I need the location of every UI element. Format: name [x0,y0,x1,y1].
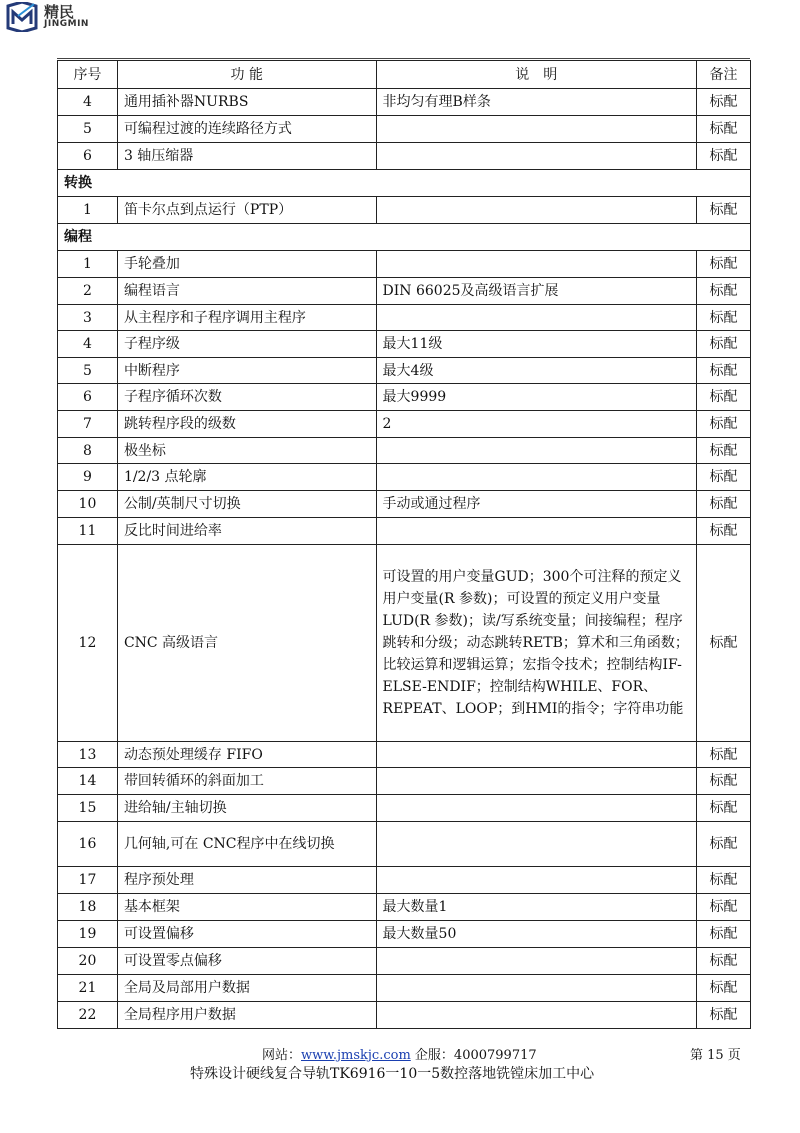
row-note: 标配 [697,438,751,464]
table-row [58,331,751,358]
table-row [58,464,751,491]
row-number: 5 [58,358,118,384]
row-description [376,438,697,464]
row-note: 标配 [697,305,751,331]
row-function: 中断程序 [117,358,376,384]
row-function: 可设置零点偏移 [117,948,376,975]
row-description: 可设置的用户变量GUD；300个可注释的预定义用户变量(R 参数)；可设置的预定义用户变量 LUD(R 参数)；读/写系统变量；间接编程；程序跳转和分级；动态跳转RETB；算术和三角函数；比较运算和逻辑运算；宏指令技术；控制结构IF-ELSE-ENDIF；控制结构WHILE、FOR、REPEAT、LOOP；到HMI的指令；字符串功能 [376,545,697,742]
table-row [58,197,751,224]
row-description: 非均匀有理B样条 [376,89,697,116]
section-row [58,170,751,197]
row-description [376,768,697,795]
row-number: 2 [58,278,118,305]
row-description [376,305,697,331]
row-function: CNC 高级语言 [117,545,376,742]
table-row [58,768,751,795]
row-function: 子程序循环次数 [117,384,376,411]
table-row [58,822,751,867]
row-number: 5 [58,116,118,143]
row-description [376,251,697,278]
row-function: 动态预处理缓存 FIFO [117,742,376,768]
row-note: 标配 [697,278,751,305]
row-function: 程序预处理 [117,867,376,894]
row-number: 15 [58,795,118,822]
table-row [58,251,751,278]
table-row [58,867,751,894]
service-phone: 企服：4000799717 [414,1048,537,1063]
row-note: 标配 [697,518,751,545]
row-function: 笛卡尔点到点运行（PTP） [117,197,376,224]
row-note: 标配 [697,742,751,768]
row-description: 最大4级 [376,358,697,384]
table-row [58,921,751,948]
row-function: 可设置偏移 [117,921,376,948]
header-note: 备注 [697,61,751,89]
row-description: 最大数量50 [376,921,697,948]
row-function: 跳转程序段的级数 [117,411,376,438]
table-row [58,491,751,518]
row-function: 公制/英制尺寸切换 [117,491,376,518]
table-row [58,89,751,116]
row-function: 反比时间进给率 [117,518,376,545]
table-row [58,545,751,742]
row-note: 标配 [697,197,751,224]
row-note: 标配 [697,331,751,358]
row-number: 6 [58,143,118,170]
row-number: 12 [58,545,118,742]
table-row [58,438,751,464]
table-row [58,384,751,411]
row-note: 标配 [697,491,751,518]
row-function: 可编程过渡的连续路径方式 [117,116,376,143]
row-note: 标配 [697,89,751,116]
logo-en-text: JINGMIN [44,19,89,29]
table-header-row [58,61,751,89]
row-description: 手动或通过程序 [376,491,697,518]
header-no: 序号 [58,61,118,89]
row-function: 编程语言 [117,278,376,305]
section-title: 转换 [58,170,751,197]
logo-cn-text: 精民 [44,3,75,21]
row-note: 标配 [697,251,751,278]
row-number: 9 [58,464,118,491]
row-description [376,143,697,170]
row-description: DIN 66025及高级语言扩展 [376,278,697,305]
table-row [58,795,751,822]
row-number: 20 [58,948,118,975]
table-row [58,411,751,438]
row-function: 极坐标 [117,438,376,464]
row-description [376,116,697,143]
row-function: 基本框架 [117,894,376,921]
row-note: 标配 [697,411,751,438]
row-description [376,948,697,975]
row-note: 标配 [697,768,751,795]
row-number: 7 [58,411,118,438]
row-number: 4 [58,89,118,116]
logo-icon [4,2,40,32]
row-note: 标配 [697,822,751,867]
row-description [376,867,697,894]
row-description [376,975,697,1002]
row-number: 1 [58,251,118,278]
section-title: 编程 [58,224,751,251]
header-function: 功 能 [117,61,376,89]
row-description [376,1002,697,1029]
company-logo [4,2,89,32]
row-number: 3 [58,305,118,331]
row-function: 全局程序用户数据 [117,1002,376,1029]
row-note: 标配 [697,1002,751,1029]
site-label: 网站： [262,1048,302,1063]
row-function: 带回转循环的斜面加工 [117,768,376,795]
row-note: 标配 [697,358,751,384]
row-description [376,795,697,822]
row-description: 最大11级 [376,331,697,358]
row-function: 子程序级 [117,331,376,358]
table-row [58,518,751,545]
row-number: 8 [58,438,118,464]
row-number: 4 [58,331,118,358]
row-description: 2 [376,411,697,438]
row-note: 标配 [697,921,751,948]
row-number: 21 [58,975,118,1002]
row-function: 几何轴,可在 CNC程序中在线切换 [117,822,376,867]
row-note: 标配 [697,384,751,411]
row-number: 14 [58,768,118,795]
row-function: 手轮叠加 [117,251,376,278]
row-description [376,518,697,545]
table-row [58,143,751,170]
row-number: 6 [58,384,118,411]
table-row [58,116,751,143]
section-row [58,224,751,251]
document-title: 特殊设计硬线复合导轨TK6916一10一5数控落地铣镗床加工中心 [190,1066,595,1082]
site-link[interactable]: www.jmskjc.com [301,1048,411,1063]
row-function: 进给轴/主轴切换 [117,795,376,822]
row-note: 标配 [697,464,751,491]
header-description: 说 明 [376,61,697,89]
row-number: 19 [58,921,118,948]
table-row [58,975,751,1002]
row-function: 1/2/3 点轮廓 [117,464,376,491]
row-description [376,822,697,867]
row-function: 3 轴压缩器 [117,143,376,170]
table-row [58,1002,751,1029]
page-number: 第 15 页 [690,1048,741,1063]
row-number: 10 [58,491,118,518]
row-note: 标配 [697,545,751,742]
row-number: 22 [58,1002,118,1029]
table-row [58,742,751,768]
row-description [376,197,697,224]
row-description: 最大数量1 [376,894,697,921]
table-row [58,278,751,305]
row-note: 标配 [697,867,751,894]
row-number: 1 [58,197,118,224]
row-function: 从主程序和子程序调用主程序 [117,305,376,331]
row-note: 标配 [697,795,751,822]
row-number: 11 [58,518,118,545]
row-number: 16 [58,822,118,867]
row-note: 标配 [697,116,751,143]
row-number: 18 [58,894,118,921]
header-divider [57,58,750,59]
table-row [58,894,751,921]
row-function: 通用插补器NURBS [117,89,376,116]
row-note: 标配 [697,948,751,975]
table-row [58,305,751,331]
row-description [376,742,697,768]
row-note: 标配 [697,143,751,170]
row-number: 13 [58,742,118,768]
spec-table [57,60,751,1029]
table-row [58,948,751,975]
row-description [376,464,697,491]
row-number: 17 [58,867,118,894]
table-row [58,358,751,384]
row-function: 全局及局部用户数据 [117,975,376,1002]
row-description: 最大9999 [376,384,697,411]
row-note: 标配 [697,975,751,1002]
footer-contact [262,1044,537,1063]
row-note: 标配 [697,894,751,921]
